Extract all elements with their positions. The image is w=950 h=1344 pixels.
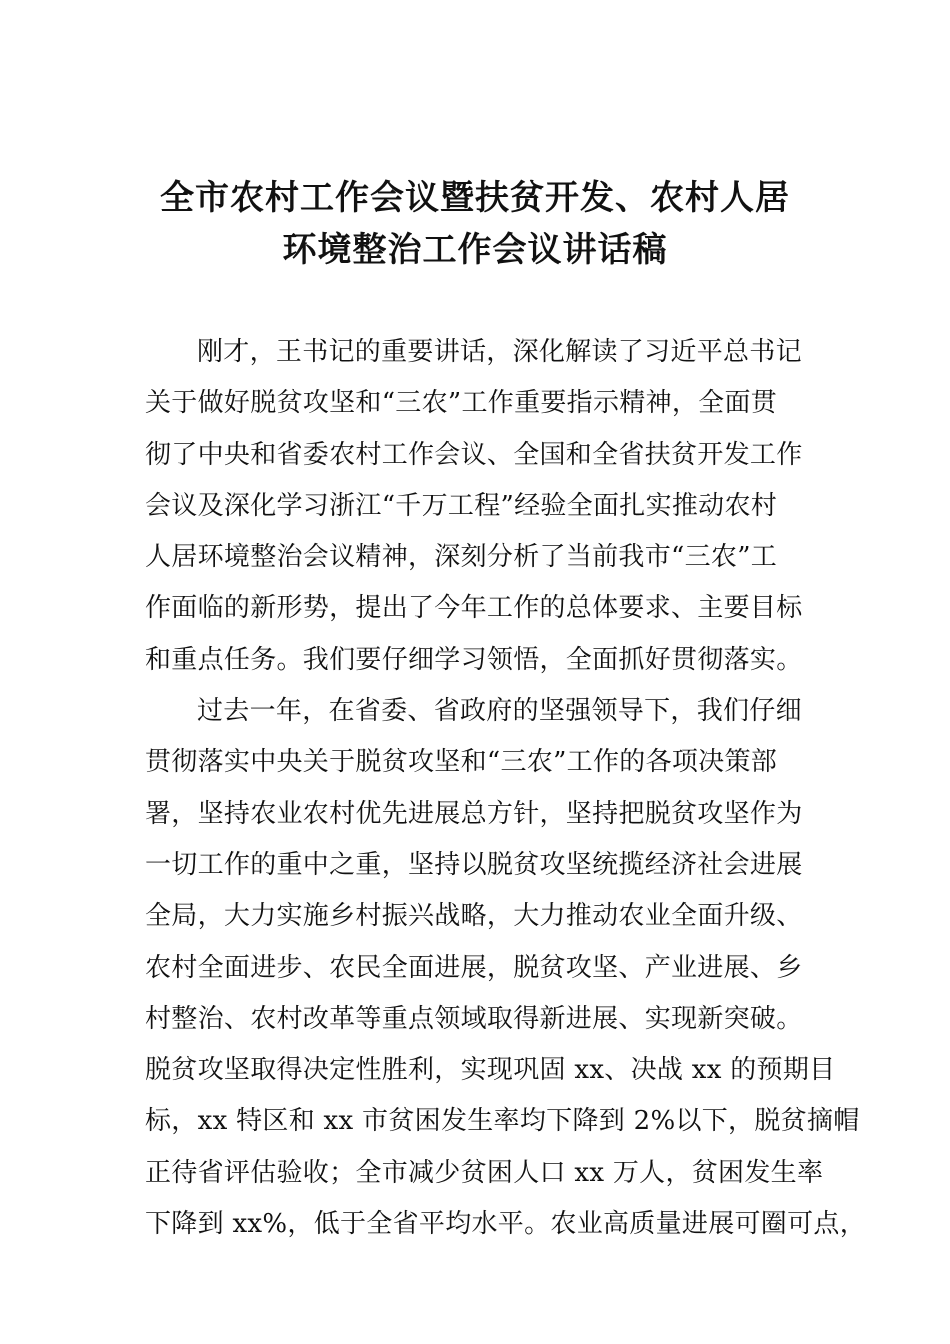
- body-line: 下降到 xx%，低于全省平均水平。农业高质量进展可圈可点，: [145, 1209, 866, 1240]
- body-line: 署，坚持农业农村优先进展总方针，坚持把脱贫攻坚作为: [145, 798, 803, 829]
- body-line: 人居环境整治会议精神，深刻分析了当前我市“三农”工: [145, 542, 778, 573]
- body-line: 作面临的新形势，提出了今年工作的总体要求、主要目标: [145, 593, 803, 624]
- body-line: 贯彻落实中央关于脱贫攻坚和“三农”工作的各项决策部: [145, 747, 778, 778]
- document-title-line-1: 全市农村工作会议暨扶贫开发、农村人居: [160, 178, 790, 218]
- body-line: 和重点任务。我们要仔细学习领悟，全面抓好贯彻落实。: [145, 644, 803, 675]
- body-line: 正待省评估验收；全市减少贫困人口 xx 万人，贫困发生率: [145, 1157, 824, 1188]
- body-line: 村整治、农村改革等重点领域取得新进展、实现新突破。: [145, 1003, 803, 1034]
- body-line: 一切工作的重中之重，坚持以脱贫攻坚统揽经济社会进展: [145, 849, 803, 880]
- body-line: 过去一年，在省委、省政府的坚强领导下，我们仔细: [197, 696, 802, 727]
- body-line: 脱贫攻坚取得决定性胜利，实现巩固 xx、决战 xx 的预期目: [145, 1055, 836, 1086]
- document-title-line-2: 环境整治工作会议讲话稿: [282, 230, 668, 270]
- body-line: 标，xx 特区和 xx 市贫困发生率均下降到 2%以下，脱贫摘帽: [145, 1106, 860, 1137]
- document-body: [145, 327, 866, 1250]
- body-line: 刚才，王书记的重要讲话，深化解读了习近平总书记: [197, 337, 802, 367]
- body-line: 关于做好脱贫攻坚和“三农”工作重要指示精神，全面贯: [145, 388, 778, 419]
- body-line: 彻了中央和省委农村工作会议、全国和全省扶贫开发工作: [145, 439, 803, 470]
- body-line: 全局，大力实施乡村振兴战略，大力推动农业全面升级、: [145, 901, 803, 932]
- body-line: 农村全面进步、农民全面进展，脱贫攻坚、产业进展、乡: [145, 952, 803, 983]
- body-line: 会议及深化学习浙江“千万工程”经验全面扎实推动农村: [145, 490, 778, 521]
